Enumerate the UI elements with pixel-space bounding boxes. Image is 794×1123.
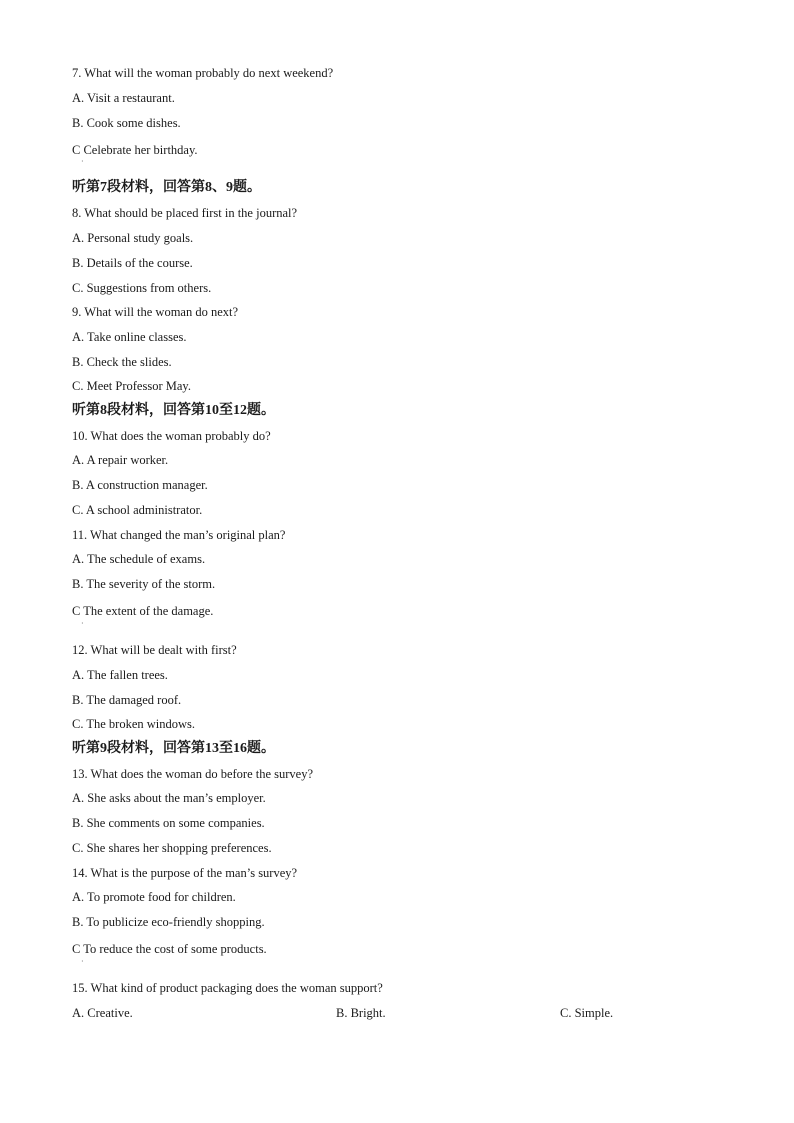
q15-options-row [72,1005,772,1021]
dot-mark: · [81,957,84,966]
q9-option-a: A. Take online classes. [72,330,187,344]
q10-option-b: B. A construction manager. [72,478,208,492]
q15-option-a: A. Creative. [72,1006,133,1020]
q12-option-b: B. The damaged roof. [72,693,182,707]
q7-option-a: A. Visit a restaurant. [72,91,175,105]
dot-mark: · [81,619,84,628]
q14-option-a: A. To promote food for children. [72,890,236,904]
q9-stem: 9. What will the woman do next? [72,305,239,319]
q15-stem: 15. What kind of product packaging does the woman support? [72,981,383,995]
q11-option-c: C The extent of the damage. [72,604,214,618]
dot-mark: · [81,157,84,166]
q8-option-c: C. Suggestions from others. [72,281,212,295]
q12-stem: 12. What will be dealt with first? [72,643,237,657]
q9-option-b: B. Check the slides. [72,355,172,369]
q8-option-b: B. Details of the course. [72,256,193,270]
q14-stem: 14. What is the purpose of the man’s survey? [72,866,298,880]
q14-option-b: B. To publicize eco-friendly shopping. [72,915,265,929]
q12-option-a: A. The fallen trees. [72,668,168,682]
q13-option-b: B. She comments on some companies. [72,816,265,830]
q14-option-c: C To reduce the cost of some products. [72,942,267,956]
q13-stem: 13. What does the woman do before the survey? [72,767,314,781]
section-heading-9: 听第9段材料，回答第13至16题。 [72,741,275,756]
q11-stem: 11. What changed the man’s original plan? [72,528,286,542]
q10-option-c: C. A school administrator. [72,503,203,517]
q8-stem: 8. What should be placed first in the journal? [72,206,298,220]
q10-stem: 10. What does the woman probably do? [72,429,271,443]
q11-option-a: A. The schedule of exams. [72,552,206,566]
section-heading-8: 听第8段材料，回答第10至12题。 [72,403,275,418]
q7-option-c: C Celebrate her birthday. [72,143,198,157]
section-heading-7: 听第7段材料，回答第8、9题。 [72,180,261,195]
q7-option-b: B. Cook some dishes. [72,116,181,130]
q8-option-a: A. Personal study goals. [72,231,194,245]
q15-option-b: B. Bright. [336,1006,386,1020]
q15-option-c: C. Simple. [560,1006,614,1020]
q13-option-c: C. She shares her shopping preferences. [72,841,272,855]
q13-option-a: A. She asks about the man’s employer. [72,791,266,805]
q10-option-a: A. A repair worker. [72,453,169,467]
q7-stem: 7. What will the woman probably do next weekend? [72,66,334,80]
q9-option-c: C. Meet Professor May. [72,379,191,393]
q11-option-b: B. The severity of the storm. [72,577,216,591]
q12-option-c: C. The broken windows. [72,717,196,731]
